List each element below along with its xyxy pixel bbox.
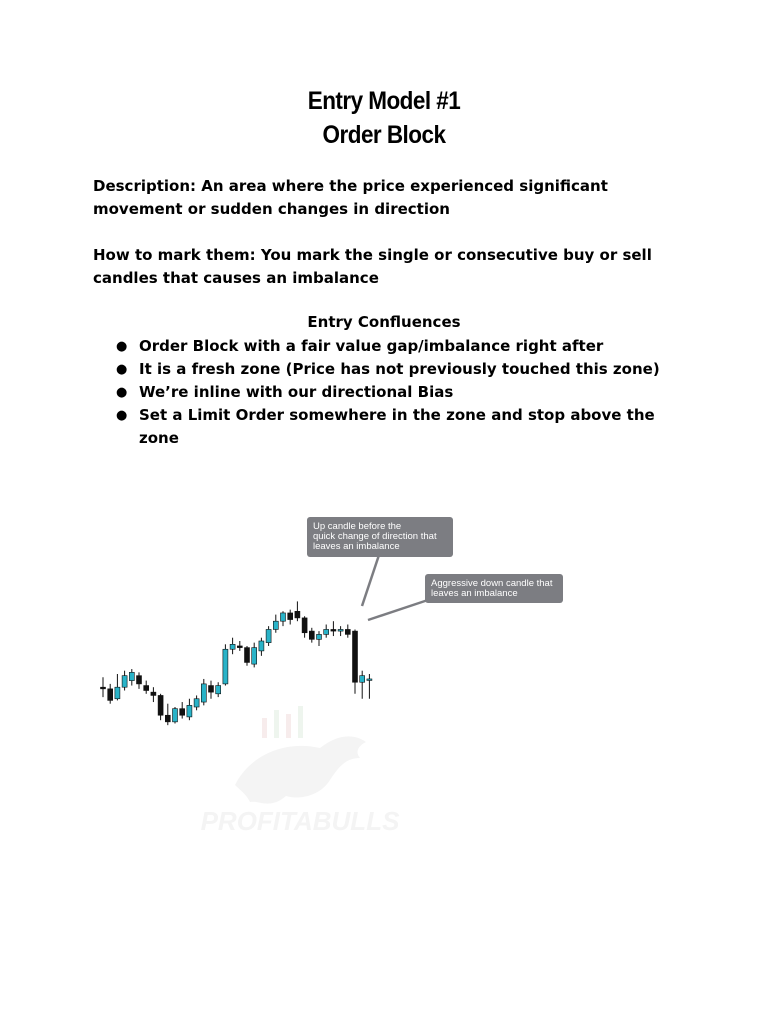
callout-up-pointer: [362, 555, 379, 606]
candle-body-down: [309, 631, 314, 639]
candle-body-up: [273, 621, 278, 629]
candle-body-up: [266, 629, 271, 642]
page-title-line1: Entry Model #1: [307, 87, 461, 115]
list-item-text: Set a Limit Order somewhere in the zone and stop above the: [139, 406, 655, 424]
bullet-icon: ●: [116, 362, 128, 377]
candle: [209, 681, 214, 699]
candle: [158, 694, 163, 720]
candle-body-down: [209, 686, 214, 693]
candle-body-down: [295, 611, 300, 618]
list-item-text: Order Block with a fair value gap/imbalance right after: [139, 337, 604, 355]
candle-body-up: [115, 687, 120, 699]
candle: [331, 621, 336, 636]
list-item: [116, 335, 676, 358]
candle: [129, 669, 134, 686]
description-paragraph: [93, 175, 693, 221]
candle: [201, 679, 206, 705]
candle: [317, 631, 322, 646]
candle-body-up: [122, 676, 127, 688]
entry-confluences-heading: Entry Confluences: [307, 313, 461, 331]
callout-up-line: leaves an imbalance: [313, 541, 400, 552]
callout-down-pointer: [368, 600, 428, 620]
candle-body-up: [216, 686, 221, 694]
candle: [216, 682, 221, 697]
watermark-bar: [274, 710, 279, 738]
candle: [302, 616, 307, 637]
candles-group: [101, 601, 372, 725]
candle-body-down: [331, 629, 336, 631]
candle: [259, 638, 264, 656]
candle: [338, 626, 343, 636]
candle-body-down: [158, 695, 163, 715]
candle: [122, 671, 127, 691]
list-item: [116, 381, 676, 404]
callout-up-line: Up candle before the: [313, 521, 402, 532]
candle-body-down: [151, 692, 156, 695]
candle-body-down: [245, 648, 250, 663]
candle: [245, 646, 250, 666]
candle-body-up: [173, 709, 178, 722]
confluence-list: [116, 335, 676, 450]
candle: [101, 677, 106, 697]
candle: [137, 672, 142, 689]
list-item-text: We’re inline with our directional Bias: [139, 383, 454, 401]
candle: [252, 643, 257, 668]
candle-body-down: [302, 618, 307, 633]
candle-body-down: [144, 686, 149, 691]
how-to-mark-line: candles that causes an imbalance: [93, 269, 379, 287]
candle: [237, 641, 242, 651]
callout-down-line: Aggressive down candle that: [431, 578, 553, 589]
candle: [230, 638, 235, 655]
bullet-icon: ●: [116, 339, 128, 354]
watermark-logo: [201, 706, 400, 836]
candle-body-up: [223, 649, 228, 684]
watermark-text: PROFITABULLS: [200, 806, 400, 836]
how-to-mark-line: How to mark them: You mark the single or consecutive buy or sell: [93, 246, 652, 264]
candle-body-down: [137, 676, 142, 684]
list-item-text: It is a fresh zone (Price has not previously touched this zone): [139, 360, 660, 378]
candle-body-up: [367, 679, 372, 681]
candle-body-up: [252, 648, 257, 665]
candle: [353, 629, 358, 693]
candle-body-down: [165, 715, 170, 722]
candle: [266, 626, 271, 646]
candle: [144, 681, 149, 694]
candle-body-down: [180, 709, 185, 716]
candle: [324, 625, 329, 638]
callout-up-candle: [307, 517, 453, 557]
list-item: [116, 427, 676, 450]
bullet-icon: ●: [116, 385, 128, 400]
candle: [194, 695, 199, 710]
candle: [180, 702, 185, 719]
candle-body-up: [317, 634, 322, 639]
candle-body-down: [288, 613, 293, 620]
candle: [165, 704, 170, 725]
callout-up-line: quick change of direction that: [313, 531, 437, 542]
candle-body-down: [101, 687, 106, 689]
watermark-bar: [262, 718, 267, 738]
candle-body-down: [345, 629, 350, 634]
candle-body-up: [187, 705, 192, 717]
candle: [288, 610, 293, 625]
candle: [345, 625, 350, 638]
candle-body-down: [237, 646, 242, 648]
candle: [281, 611, 286, 626]
candle-body-down: [108, 689, 113, 701]
callout-down-line: leaves an imbalance: [431, 588, 518, 599]
watermark-bar: [298, 706, 303, 738]
candle-body-down: [353, 631, 358, 682]
list-item: [116, 404, 676, 427]
how-to-mark-paragraph: [93, 244, 693, 290]
candle-body-up: [281, 613, 286, 621]
candle-body-up: [194, 699, 199, 707]
callout-down-candle: [425, 574, 563, 603]
list-item-text: zone: [139, 429, 179, 447]
description-line: Description: An area where the price experienced significant: [93, 177, 608, 195]
candle-body-up: [201, 684, 206, 702]
candle: [108, 684, 113, 704]
candle: [187, 699, 192, 720]
watermark-bar: [286, 714, 291, 738]
page-title-line2: Order Block: [322, 121, 446, 149]
candle: [295, 601, 300, 621]
candle: [173, 707, 178, 724]
candle: [151, 687, 156, 702]
list-item: [116, 358, 676, 381]
bull-silhouette-icon: [235, 736, 366, 803]
candle: [360, 671, 365, 699]
candle-body-up: [324, 629, 329, 634]
candle-body-up: [360, 676, 365, 683]
candle: [367, 674, 372, 699]
candle-body-up: [230, 644, 235, 649]
candle: [309, 628, 314, 643]
description-line: movement or sudden changes in direction: [93, 200, 450, 218]
candle: [115, 674, 120, 700]
candle-body-up: [259, 641, 264, 651]
candle: [223, 644, 228, 685]
candle-body-up: [129, 672, 134, 680]
candle-body-up: [338, 629, 343, 631]
candle: [273, 615, 278, 633]
bullet-icon: ●: [116, 408, 128, 423]
